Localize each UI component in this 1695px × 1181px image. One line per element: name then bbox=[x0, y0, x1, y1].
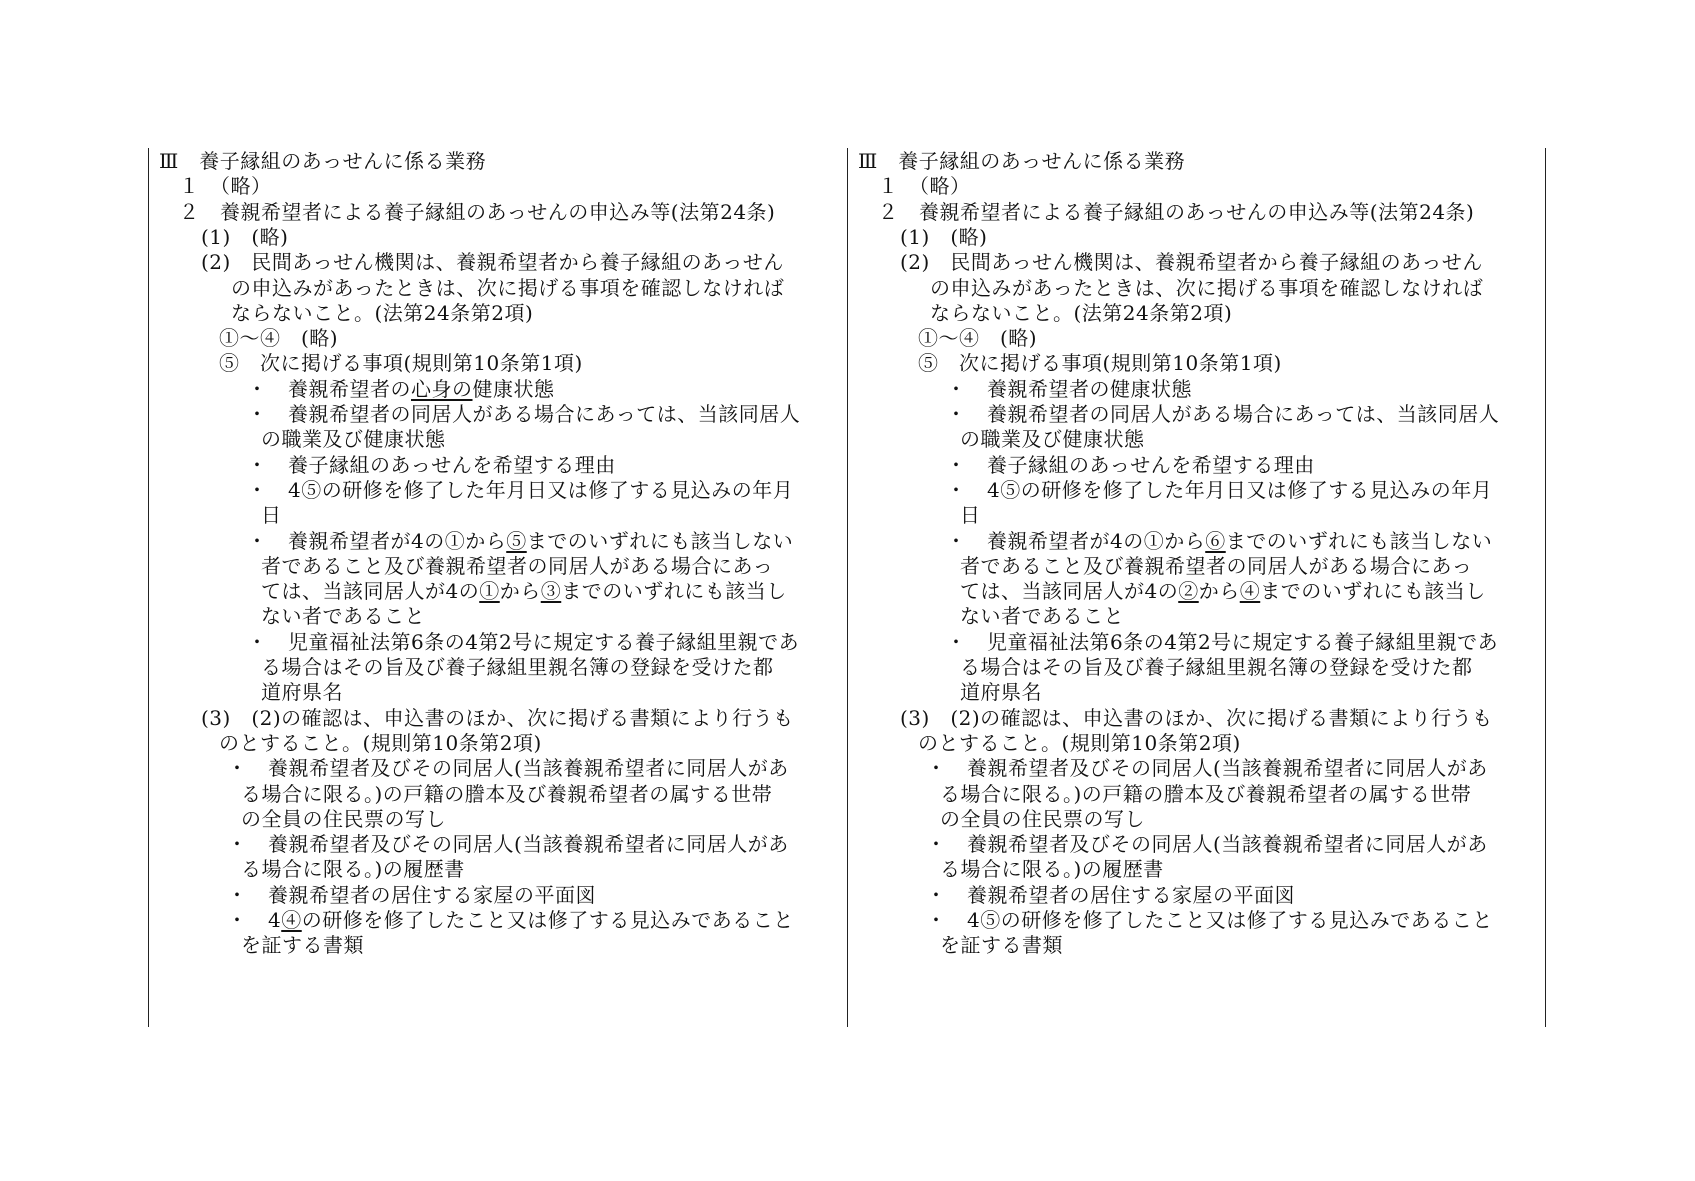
text-segment: ・ 養親希望者が4の①から bbox=[247, 528, 507, 553]
text-line: の職業及び健康状態 bbox=[261, 427, 446, 452]
text-line: る場合はその旨及び養子縁組里親名簿の登録を受けた都 bbox=[960, 655, 1473, 679]
current-text-column bbox=[847, 148, 1546, 1027]
text-line: ・ 4⑤の研修を修了した年月日又は修了する見込みの年月 bbox=[247, 477, 794, 502]
text-line: ２ 養親希望者による養子縁組のあっせんの申込み等(法第24条) bbox=[179, 199, 776, 224]
text-segment: までのいずれにも該当し bbox=[561, 579, 787, 604]
text-line: ①～④ (略) bbox=[219, 326, 339, 351]
text-line: ・ 養子縁組のあっせんを希望する理由 bbox=[946, 452, 1315, 477]
text-line: (1) (略) bbox=[201, 224, 289, 249]
text-segment: から bbox=[499, 579, 541, 604]
text-segment: までのいずれにも該当し bbox=[1260, 579, 1486, 604]
text-line: 道府県名 bbox=[261, 680, 343, 705]
text-line: を証する書類 bbox=[241, 933, 364, 958]
text-segment: から bbox=[1198, 579, 1240, 604]
text-line: 者であること及び養親希望者の同居人がある場合にあっ bbox=[960, 553, 1473, 578]
text-line: ・ 養親希望者の健康状態 bbox=[946, 376, 1192, 401]
text-segment: ては、当該同居人が4の bbox=[261, 579, 480, 604]
text-line: 者であること及び養親希望者の同居人がある場合にあっ bbox=[261, 553, 774, 578]
text-line: 道府県名 bbox=[960, 680, 1042, 705]
text-line: ・ 児童福祉法第6条の4第2号に規定する養子縁組里親であ bbox=[946, 629, 1499, 654]
text-line: ・ 4⑤の研修を修了した年月日又は修了する見込みの年月 bbox=[946, 477, 1493, 502]
underlined-change: ④ bbox=[1239, 579, 1261, 604]
text-line: を証する書類 bbox=[940, 933, 1063, 958]
text-line: のとすること。(規則第10条第2項) bbox=[219, 730, 542, 755]
text-line: １ （略） bbox=[179, 174, 272, 199]
text-line: ・ 養親希望者の居住する家屋の平面図 bbox=[227, 882, 596, 907]
text-segment: 健康状態 bbox=[472, 376, 555, 401]
text-line: (3) (2)の確認は、申込書のほか、次に掲げる書類により行うも bbox=[900, 705, 1493, 730]
text-line: ・ 養親希望者の居住する家屋の平面図 bbox=[926, 882, 1295, 907]
text-line: (2) 民間あっせん機関は、養親希望者から養子縁組のあっせん bbox=[900, 250, 1483, 275]
text-line: の申込みがあったときは、次に掲げる事項を確認しなければ bbox=[231, 275, 785, 300]
text-line: 日 bbox=[960, 503, 981, 528]
text-line: ない者であること bbox=[261, 604, 425, 629]
text-line bbox=[960, 578, 1486, 605]
text-segment: までのいずれにも該当しない bbox=[1225, 528, 1493, 553]
text-segment: ・ 4 bbox=[227, 908, 282, 932]
text-segment: ・ 養親希望者が4の①から bbox=[946, 528, 1206, 553]
text-line: Ⅲ 養子縁組のあっせんに係る業務 bbox=[159, 149, 487, 173]
text-line: る場合に限る。)の履歴書 bbox=[940, 857, 1164, 882]
text-line bbox=[946, 528, 1492, 555]
text-line: る場合に限る。)の履歴書 bbox=[241, 857, 465, 882]
text-line: ・ 4⑤の研修を修了したこと又は修了する見込みであること bbox=[926, 908, 1493, 932]
text-line: ・ 児童福祉法第6条の4第2号に規定する養子縁組里親であ bbox=[247, 629, 800, 654]
text-line: のとすること。(規則第10条第2項) bbox=[918, 730, 1241, 755]
text-segment: の研修を修了したこと又は修了する見込みであること bbox=[301, 908, 794, 932]
text-line: ・ 養親希望者及びその同居人(当該養親希望者に同居人があ bbox=[926, 756, 1488, 781]
text-line: ・ 養親希望者の同居人がある場合にあっては、当該同居人 bbox=[247, 402, 801, 426]
text-line: ・ 養親希望者の同居人がある場合にあっては、当該同居人 bbox=[946, 402, 1500, 426]
underlined-change: ⑥ bbox=[1205, 528, 1226, 553]
text-segment: ては、当該同居人が4の bbox=[960, 579, 1179, 604]
text-line: の申込みがあったときは、次に掲げる事項を確認しなければ bbox=[930, 275, 1484, 300]
text-line: ・ 養親希望者及びその同居人(当該養親希望者に同居人があ bbox=[227, 756, 789, 781]
text-line: の職業及び健康状態 bbox=[960, 427, 1145, 452]
underlined-change: ② bbox=[1178, 579, 1199, 604]
text-line: (3) (2)の確認は、申込書のほか、次に掲げる書類により行うも bbox=[201, 705, 794, 730]
text-line: ⑤ 次に掲げる事項(規則第10条第1項) bbox=[219, 351, 583, 376]
text-line: の全員の住民票の写し bbox=[241, 806, 446, 831]
text-line: る場合に限る。)の戸籍の謄本及び養親希望者の属する世帯 bbox=[241, 781, 773, 806]
text-line: ならないこと。(法第24条第2項) bbox=[231, 300, 534, 325]
text-line: (2) 民間あっせん機関は、養親希望者から養子縁組のあっせん bbox=[201, 250, 784, 275]
text-line bbox=[227, 907, 794, 934]
text-line: (1) (略) bbox=[900, 224, 988, 249]
text-line: ①～④ (略) bbox=[918, 326, 1038, 351]
text-line: 日 bbox=[261, 503, 282, 528]
underlined-change: ③ bbox=[540, 579, 562, 604]
text-line: ２ 養親希望者による養子縁組のあっせんの申込み等(法第24条) bbox=[878, 199, 1475, 224]
text-line: ・ 養親希望者及びその同居人(当該養親希望者に同居人があ bbox=[227, 832, 789, 857]
underlined-change: 心身の bbox=[411, 376, 473, 401]
text-line: ならないこと。(法第24条第2項) bbox=[930, 300, 1233, 325]
text-line bbox=[247, 376, 555, 403]
text-line bbox=[261, 578, 787, 605]
underlined-change: ① bbox=[479, 579, 500, 604]
text-segment: までのいずれにも該当しない bbox=[526, 528, 794, 553]
underlined-change: ⑤ bbox=[506, 528, 527, 553]
text-line: る場合はその旨及び養子縁組里親名簿の登録を受けた都 bbox=[261, 655, 774, 679]
text-line: Ⅲ 養子縁組のあっせんに係る業務 bbox=[858, 149, 1186, 173]
revised-text-column bbox=[148, 148, 845, 1027]
text-line: る場合に限る。)の戸籍の謄本及び養親希望者の属する世帯 bbox=[940, 781, 1472, 806]
text-line bbox=[247, 528, 793, 555]
text-line: ⑤ 次に掲げる事項(規則第10条第1項) bbox=[918, 351, 1282, 376]
text-line: ・ 養子縁組のあっせんを希望する理由 bbox=[247, 452, 616, 477]
text-segment: ・ 養親希望者の bbox=[247, 376, 411, 401]
text-line: の全員の住民票の写し bbox=[940, 806, 1145, 831]
text-line: ない者であること bbox=[960, 604, 1124, 629]
underlined-change: ④ bbox=[281, 908, 302, 932]
text-line: ・ 養親希望者及びその同居人(当該養親希望者に同居人があ bbox=[926, 832, 1488, 857]
text-line: １ （略） bbox=[878, 174, 971, 199]
